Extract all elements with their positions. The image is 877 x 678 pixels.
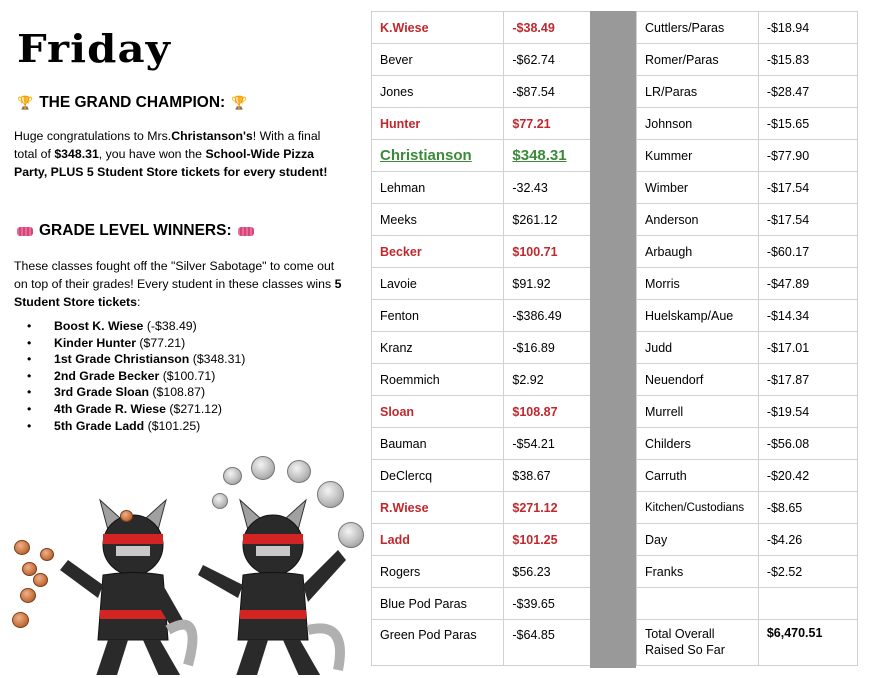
table-row bbox=[372, 492, 591, 524]
champion-text bbox=[14, 127, 344, 181]
table-row bbox=[372, 140, 591, 172]
table-row bbox=[637, 588, 858, 620]
winner-amount: ($77.21) bbox=[139, 335, 186, 350]
table-row bbox=[637, 492, 858, 524]
table-row bbox=[637, 172, 858, 204]
winner-amount: ($100.71) bbox=[162, 368, 216, 383]
table-row bbox=[637, 108, 858, 140]
penny-icon bbox=[120, 510, 133, 522]
grade-heading-text: GRADE LEVEL WINNERS: bbox=[39, 222, 232, 239]
sticker-icon bbox=[238, 227, 254, 236]
class-name: Day bbox=[637, 524, 759, 556]
table-row bbox=[637, 396, 858, 428]
table-row bbox=[372, 460, 591, 492]
class-name: Fenton bbox=[372, 300, 504, 332]
table-row bbox=[637, 140, 858, 172]
class-amount: $261.12 bbox=[504, 204, 591, 236]
class-amount: -$17.54 bbox=[758, 172, 857, 204]
table-row bbox=[372, 172, 591, 204]
winner-amount: ($108.87) bbox=[152, 385, 206, 400]
table-row bbox=[637, 76, 858, 108]
class-amount: -$14.34 bbox=[758, 300, 857, 332]
class-name: Murrell bbox=[637, 396, 759, 428]
class-name: Sloan bbox=[372, 396, 504, 428]
class-name: R.Wiese bbox=[372, 492, 504, 524]
table-row bbox=[372, 108, 591, 140]
table-row bbox=[372, 300, 591, 332]
class-amount: -$56.08 bbox=[758, 428, 857, 460]
winner-item bbox=[14, 418, 245, 435]
trophy-icon: 🏆 bbox=[17, 95, 34, 110]
table-row bbox=[372, 204, 591, 236]
winner-name: 2nd Grade Becker bbox=[54, 368, 160, 383]
winner-name: 4th Grade R. Wiese bbox=[54, 401, 166, 416]
class-amount: -$17.01 bbox=[758, 332, 857, 364]
class-amount: $100.71 bbox=[504, 236, 591, 268]
class-name: Romer/Paras bbox=[637, 44, 759, 76]
table-row bbox=[637, 44, 858, 76]
class-name: Jones bbox=[372, 76, 504, 108]
class-name: Blue Pod Paras bbox=[372, 588, 504, 620]
penny-icon bbox=[20, 588, 36, 603]
class-name: Anderson bbox=[637, 204, 759, 236]
coin-icon bbox=[317, 481, 344, 508]
class-amount: -$4.26 bbox=[758, 524, 857, 556]
class-amount: -$77.90 bbox=[758, 140, 857, 172]
class-name: Arbaugh bbox=[637, 236, 759, 268]
class-amount: -$62.74 bbox=[504, 44, 591, 76]
winner-amount: ($348.31) bbox=[192, 352, 246, 367]
class-amount: -$47.89 bbox=[758, 268, 857, 300]
class-amount: $271.12 bbox=[504, 492, 591, 524]
class-name: Total Overall Raised So Far bbox=[637, 620, 759, 666]
grade-intro-end: : bbox=[137, 295, 141, 309]
grade-intro bbox=[14, 257, 344, 311]
winner-name: Kinder Hunter bbox=[54, 335, 136, 350]
class-name: DeClercq bbox=[372, 460, 504, 492]
class-name: Lavoie bbox=[372, 268, 504, 300]
class-name: Ladd bbox=[372, 524, 504, 556]
winner-item bbox=[14, 368, 245, 385]
class-name: Kummer bbox=[637, 140, 759, 172]
winner-amount: ($101.25) bbox=[147, 418, 201, 433]
winner-name: 1st Grade Christianson bbox=[54, 352, 190, 367]
class-amount: -$87.54 bbox=[504, 76, 591, 108]
table-row bbox=[637, 460, 858, 492]
class-name: Franks bbox=[637, 556, 759, 588]
ninja-left bbox=[60, 500, 193, 675]
class-amount: -$8.65 bbox=[758, 492, 857, 524]
penny-icon bbox=[12, 612, 29, 628]
coin-icon bbox=[251, 456, 275, 480]
table-row bbox=[372, 364, 591, 396]
class-name: Green Pod Paras bbox=[372, 620, 504, 666]
champion-amount: $348.31 bbox=[54, 147, 99, 161]
class-name: Bever bbox=[372, 44, 504, 76]
winner-item bbox=[14, 401, 245, 418]
class-amount: $101.25 bbox=[504, 524, 591, 556]
class-name: Morris bbox=[637, 268, 759, 300]
class-amount: -$17.87 bbox=[758, 364, 857, 396]
class-amount: $38.67 bbox=[504, 460, 591, 492]
penny-icon bbox=[14, 540, 30, 555]
class-amount: -$15.65 bbox=[758, 108, 857, 140]
class-amount: -$60.17 bbox=[758, 236, 857, 268]
table-row bbox=[637, 236, 858, 268]
class-amount: -$15.83 bbox=[758, 44, 857, 76]
grade-heading bbox=[17, 222, 254, 240]
class-name: Childers bbox=[637, 428, 759, 460]
coin-icon bbox=[338, 522, 364, 548]
table-row bbox=[372, 428, 591, 460]
coin-icon bbox=[223, 467, 242, 485]
class-amount: -$28.47 bbox=[758, 76, 857, 108]
class-amount: -$54.21 bbox=[504, 428, 591, 460]
class-name: Lehman bbox=[372, 172, 504, 204]
class-name: Judd bbox=[637, 332, 759, 364]
champion-text-c: , you have won the bbox=[98, 147, 206, 161]
table-row bbox=[372, 620, 591, 666]
class-amount: -$18.94 bbox=[758, 12, 857, 44]
table-row bbox=[637, 620, 858, 666]
class-amount: -$39.65 bbox=[504, 588, 591, 620]
table-row bbox=[637, 364, 858, 396]
class-amount: -$16.89 bbox=[504, 332, 591, 364]
penny-icon bbox=[40, 548, 54, 561]
class-amount: -$19.54 bbox=[758, 396, 857, 428]
winner-name: Boost K. Wiese bbox=[54, 319, 144, 333]
class-amount: -$386.49 bbox=[504, 300, 591, 332]
sticker-icon bbox=[17, 227, 33, 236]
donation-table-left bbox=[371, 11, 591, 666]
class-name bbox=[637, 588, 759, 620]
class-name: Christianson bbox=[372, 140, 504, 172]
class-name: Meeks bbox=[372, 204, 504, 236]
class-name: Kitchen/Custodians bbox=[637, 492, 759, 524]
winner-item bbox=[14, 384, 245, 401]
class-name: Carruth bbox=[637, 460, 759, 492]
class-amount: $6,470.51 bbox=[758, 620, 857, 666]
coin-icon bbox=[287, 460, 311, 483]
class-name: LR/Paras bbox=[637, 76, 759, 108]
winner-amount: (-$38.49) bbox=[146, 319, 197, 333]
coin-icon bbox=[212, 493, 228, 509]
ninja-illustration bbox=[8, 450, 358, 675]
class-name: Neuendorf bbox=[637, 364, 759, 396]
table-row bbox=[372, 556, 591, 588]
gray-divider bbox=[590, 11, 636, 668]
table-row bbox=[372, 396, 591, 428]
grade-intro-bold: 5 Student Store tickets bbox=[14, 277, 342, 309]
class-name: Kranz bbox=[372, 332, 504, 364]
class-amount: $348.31 bbox=[504, 140, 591, 172]
class-name: Huelskamp/Aue bbox=[637, 300, 759, 332]
winner-amount: ($271.12) bbox=[169, 401, 223, 416]
trophy-icon: 🏆 bbox=[231, 95, 248, 110]
donation-table-right bbox=[636, 11, 858, 666]
winner-item bbox=[14, 351, 245, 368]
table-row bbox=[372, 236, 591, 268]
champion-heading bbox=[17, 94, 247, 112]
class-name: Rogers bbox=[372, 556, 504, 588]
table-row bbox=[637, 428, 858, 460]
table-row bbox=[372, 332, 591, 364]
class-amount: -$2.52 bbox=[758, 556, 857, 588]
champion-prize: School-Wide Pizza Party, PLUS 5 Student Store tickets for every student! bbox=[14, 147, 328, 179]
table-row bbox=[372, 12, 591, 44]
table-row bbox=[372, 524, 591, 556]
table-row bbox=[637, 300, 858, 332]
class-name: K.Wiese bbox=[372, 12, 504, 44]
table-row bbox=[372, 588, 591, 620]
class-amount: $56.23 bbox=[504, 556, 591, 588]
class-amount: $2.92 bbox=[504, 364, 591, 396]
winner-item bbox=[14, 335, 245, 352]
table-row bbox=[637, 12, 858, 44]
class-name: Becker bbox=[372, 236, 504, 268]
table-row bbox=[637, 524, 858, 556]
winner-name: 3rd Grade Sloan bbox=[54, 385, 149, 400]
class-amount: $77.21 bbox=[504, 108, 591, 140]
class-name: Bauman bbox=[372, 428, 504, 460]
winner-item bbox=[14, 318, 245, 335]
table-row bbox=[372, 268, 591, 300]
class-amount: -32.43 bbox=[504, 172, 591, 204]
class-amount bbox=[758, 588, 857, 620]
class-amount: $91.92 bbox=[504, 268, 591, 300]
table-row bbox=[637, 332, 858, 364]
class-amount: $108.87 bbox=[504, 396, 591, 428]
announcement-panel bbox=[0, 0, 360, 678]
champion-heading-text: THE GRAND CHAMPION: bbox=[39, 94, 226, 111]
page-title: Friday bbox=[17, 26, 172, 71]
penny-icon bbox=[33, 573, 48, 587]
table-row bbox=[372, 76, 591, 108]
class-name: Johnson bbox=[637, 108, 759, 140]
table-row bbox=[637, 556, 858, 588]
table-row bbox=[372, 44, 591, 76]
class-name: Cuttlers/Paras bbox=[637, 12, 759, 44]
class-name: Wimber bbox=[637, 172, 759, 204]
class-amount: -$17.54 bbox=[758, 204, 857, 236]
champion-name: Christanson's bbox=[171, 129, 253, 143]
champion-text-a: Huge congratulations to Mrs. bbox=[14, 129, 172, 143]
class-amount: -$64.85 bbox=[504, 620, 591, 666]
table-row bbox=[637, 268, 858, 300]
class-amount: -$20.42 bbox=[758, 460, 857, 492]
ninja-right bbox=[198, 500, 346, 675]
class-name: Roemmich bbox=[372, 364, 504, 396]
grade-intro-text: These classes fought off the "Silver Sabotage" to come out on top of their grades! Every student in these classes wins bbox=[14, 259, 335, 291]
winner-name: 5th Grade Ladd bbox=[54, 418, 145, 433]
class-amount: -$38.49 bbox=[504, 12, 591, 44]
table-row bbox=[637, 204, 858, 236]
class-name: Hunter bbox=[372, 108, 504, 140]
champion-text-b: ! With a final total of bbox=[14, 129, 321, 161]
winners-list bbox=[14, 318, 245, 434]
